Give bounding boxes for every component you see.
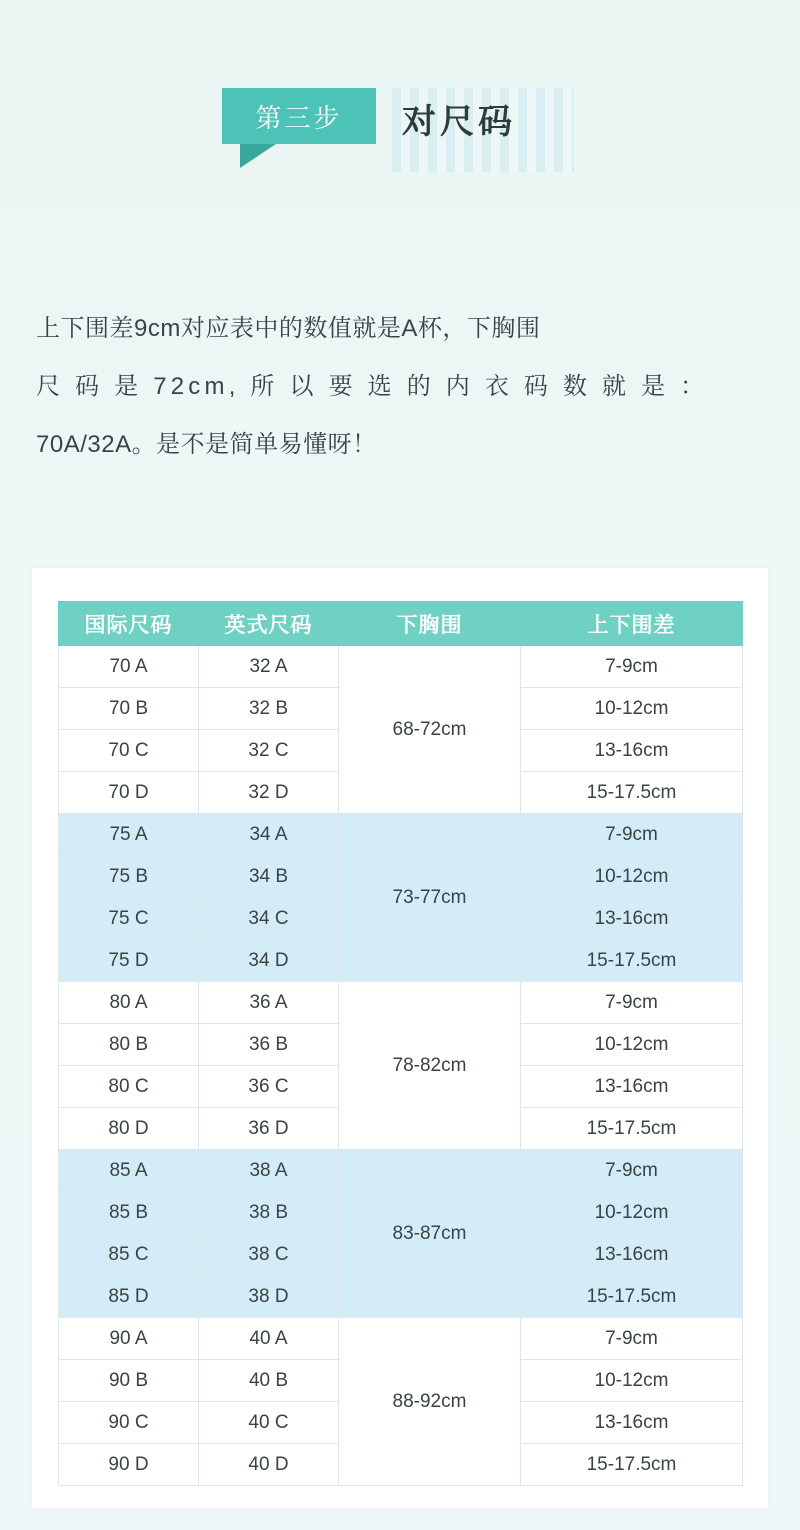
cell-difference: 7-9cm (521, 814, 743, 856)
cell-intl-size: 75 C (59, 898, 199, 940)
cell-difference: 13-16cm (521, 1234, 743, 1276)
cell-intl-size: 75 A (59, 814, 199, 856)
cell-uk-size: 36 C (199, 1066, 339, 1108)
cell-intl-size: 70 D (59, 772, 199, 814)
column-header-underbust: 下胸围 (339, 602, 521, 646)
cell-uk-size: 34 D (199, 940, 339, 982)
instruction-paragraph (36, 300, 776, 474)
cell-uk-size: 40 C (199, 1402, 339, 1444)
cell-difference: 13-16cm (521, 730, 743, 772)
column-header-intl: 国际尺码 (59, 602, 199, 646)
cell-underbust-range: 83-87cm (339, 1150, 521, 1318)
cell-difference: 7-9cm (521, 1150, 743, 1192)
cell-uk-size: 40 A (199, 1318, 339, 1360)
cell-intl-size: 75 B (59, 856, 199, 898)
size-table-body (59, 646, 743, 1486)
cell-uk-size: 38 D (199, 1276, 339, 1318)
table-row (59, 982, 743, 1024)
cell-intl-size: 90 A (59, 1318, 199, 1360)
cell-difference: 10-12cm (521, 856, 743, 898)
cell-difference: 13-16cm (521, 1066, 743, 1108)
cell-intl-size: 85 C (59, 1234, 199, 1276)
cell-difference: 7-9cm (521, 646, 743, 688)
cell-uk-size: 32 C (199, 730, 339, 772)
cell-uk-size: 40 D (199, 1444, 339, 1486)
cell-underbust-range: 78-82cm (339, 982, 521, 1150)
cell-intl-size: 90 C (59, 1402, 199, 1444)
cell-underbust-range: 73-77cm (339, 814, 521, 982)
table-header-row (59, 602, 743, 646)
cell-uk-size: 32 A (199, 646, 339, 688)
cell-uk-size: 36 D (199, 1108, 339, 1150)
cell-intl-size: 80 D (59, 1108, 199, 1150)
cell-intl-size: 80 C (59, 1066, 199, 1108)
cell-uk-size: 38 B (199, 1192, 339, 1234)
cell-difference: 10-12cm (521, 688, 743, 730)
cell-uk-size: 40 B (199, 1360, 339, 1402)
cell-uk-size: 38 C (199, 1234, 339, 1276)
cell-intl-size: 85 A (59, 1150, 199, 1192)
column-header-uk: 英式尺码 (199, 602, 339, 646)
table-row (59, 814, 743, 856)
cell-difference: 13-16cm (521, 898, 743, 940)
cell-difference: 15-17.5cm (521, 772, 743, 814)
cell-uk-size: 38 A (199, 1150, 339, 1192)
section-header (0, 88, 800, 188)
table-row (59, 1150, 743, 1192)
cell-intl-size: 70 C (59, 730, 199, 772)
size-table (58, 601, 743, 1486)
cell-uk-size: 34 A (199, 814, 339, 856)
cell-intl-size: 80 B (59, 1024, 199, 1066)
cell-difference: 7-9cm (521, 982, 743, 1024)
cell-intl-size: 90 B (59, 1360, 199, 1402)
cell-underbust-range: 88-92cm (339, 1318, 521, 1486)
table-row (59, 646, 743, 688)
cell-intl-size: 85 D (59, 1276, 199, 1318)
cell-intl-size: 75 D (59, 940, 199, 982)
cell-difference: 7-9cm (521, 1318, 743, 1360)
step-badge-fold (240, 144, 276, 168)
step-badge: 第三步 (222, 88, 376, 144)
cell-uk-size: 32 B (199, 688, 339, 730)
cell-uk-size: 36 B (199, 1024, 339, 1066)
cell-uk-size: 34 C (199, 898, 339, 940)
cell-intl-size: 70 A (59, 646, 199, 688)
cell-underbust-range: 68-72cm (339, 646, 521, 814)
cell-uk-size: 34 B (199, 856, 339, 898)
cell-difference: 13-16cm (521, 1402, 743, 1444)
page-title: 对尺码 (402, 102, 516, 141)
cell-difference: 15-17.5cm (521, 1108, 743, 1150)
cell-difference: 15-17.5cm (521, 1444, 743, 1486)
cell-intl-size: 90 D (59, 1444, 199, 1486)
cell-intl-size: 70 B (59, 688, 199, 730)
cell-intl-size: 85 B (59, 1192, 199, 1234)
cell-difference: 10-12cm (521, 1360, 743, 1402)
table-row (59, 1318, 743, 1360)
cell-difference: 10-12cm (521, 1192, 743, 1234)
paragraph-line-1: 上下围差9cm对应表中的数值就是A杯，下胸围 (36, 315, 541, 342)
paragraph-line-2: 尺 码 是 72cm, 所 以 要 选 的 内 衣 码 数 就 是 ： (36, 373, 709, 400)
cell-uk-size: 36 A (199, 982, 339, 1024)
cell-difference: 15-17.5cm (521, 940, 743, 982)
cell-difference: 10-12cm (521, 1024, 743, 1066)
paragraph-line-3: 70A/32A。是不是简单易懂呀！ (36, 431, 377, 458)
cell-intl-size: 80 A (59, 982, 199, 1024)
cell-uk-size: 32 D (199, 772, 339, 814)
size-table-card (32, 568, 768, 1508)
cell-difference: 15-17.5cm (521, 1276, 743, 1318)
column-header-difference: 上下围差 (521, 602, 743, 646)
